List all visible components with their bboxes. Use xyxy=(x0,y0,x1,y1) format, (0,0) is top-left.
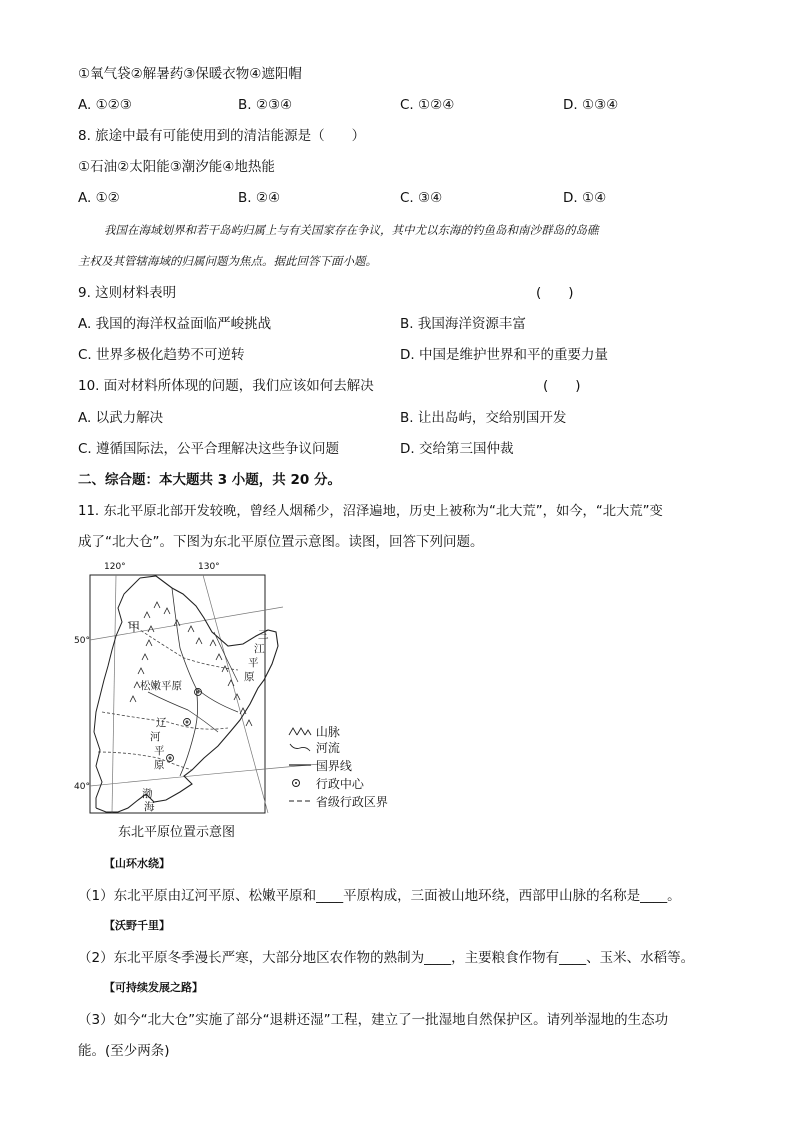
tag-sustainable-development: 【可持续发展之路】 xyxy=(104,981,203,994)
q11-part-3-line-1: （3）如今“北大仓”实施了部分“退耕还湿”工程，建立了一批湿地自然保护区。请列举湿地的生态功 xyxy=(78,1012,669,1028)
q10-option-a: A. 以武力解决 xyxy=(78,410,164,426)
section-title: 二、综合题：本大题共 3 小题，共 20 分。 xyxy=(78,472,341,488)
q11-stem-line-1: 11. 东北平原北部开发较晚，曾经人烟稀少，沼泽遍地，历史上被称为“北大荒”，如今，“北大荒”变 xyxy=(78,504,663,519)
tag-mountains-rivers: 【山环水绕】 xyxy=(104,857,170,870)
q8-option-b: B. ②④ xyxy=(238,190,281,206)
q11-stem-line-2: 成了“北大仓”。下图为东北平原位置示意图。读图，回答下列问题。 xyxy=(78,534,484,550)
legend-mountain: 山脉 xyxy=(288,725,340,740)
q7-option-d: D. ①③④ xyxy=(563,97,619,113)
legend-provincial-boundary: 省级行政区界 xyxy=(288,795,388,810)
q8-items: ①石油②太阳能③潮汐能④地热能 xyxy=(78,159,275,175)
q9-stem: 9. 这则材料表明 xyxy=(78,285,177,301)
mountain-symbol-icon xyxy=(288,726,312,736)
legend-river: 河流 xyxy=(288,741,340,756)
map-caption: 东北平原位置示意图 xyxy=(118,825,236,840)
lon-label-130: 130° xyxy=(198,562,220,572)
q9-option-a: A. 我国的海洋权益面临严峻挑战 xyxy=(78,316,272,332)
river-symbol-icon xyxy=(288,742,312,752)
q11-part-1: （1）东北平原由辽河平原、松嫩平原和____平原构成，三面被山地环绕，西部甲山脉的名称是____。 xyxy=(78,888,681,904)
label-bohai: 渤 海 xyxy=(142,788,155,813)
q10-stem: 10. 面对材料所体现的问题，我们应该如何去解决 xyxy=(78,378,374,394)
q9-option-d: D. 中国是维护世界和平的重要力量 xyxy=(400,347,608,363)
admin-center-icon xyxy=(288,778,312,788)
q11-part-3-line-2: 能。(至少两条) xyxy=(78,1043,170,1059)
q8-stem: 8. 旅途中最有可能使用到的清洁能源是（ ） xyxy=(78,128,366,144)
q8-option-a: A. ①② xyxy=(78,190,120,206)
label-jia: 甲 xyxy=(128,620,141,634)
q8-option-c: C. ③④ xyxy=(400,190,443,206)
material-line-2: 主权及其管辖海域的归属问题为焦点。据此回答下面小题。 xyxy=(78,254,377,268)
q9-option-c: C. 世界多极化趋势不可逆转 xyxy=(78,347,245,363)
q11-part-2: （2）东北平原冬季漫长严寒，大部分地区农作物的熟制为____，主要粮食作物有____、玉米、水稻等。 xyxy=(78,950,695,966)
q10-option-b: B. 让出岛屿，交给别国开发 xyxy=(400,410,567,426)
tag-fertile-land: 【沃野千里】 xyxy=(104,919,170,932)
label-sanjiang-plain: 三 江 平 原 xyxy=(244,629,269,683)
q10-bracket: ( ) xyxy=(543,378,581,394)
legend-border: 国界线 xyxy=(288,759,352,774)
q7-option-c: C. ①②④ xyxy=(400,97,455,113)
provincial-boundary-icon xyxy=(288,796,312,806)
label-songnen-plain: 松嫩平原 xyxy=(140,680,182,692)
q10-option-d: D. 交给第三国仲裁 xyxy=(400,441,514,457)
legend-admin-center: 行政中心 xyxy=(288,777,364,792)
q9-bracket: ( ) xyxy=(536,285,574,301)
q8-option-d: D. ①④ xyxy=(563,190,607,206)
q9-option-b: B. 我国海洋资源丰富 xyxy=(400,316,526,332)
lon-label-120: 120° xyxy=(104,562,126,572)
lat-label-50: 50° xyxy=(74,636,90,646)
material-line-1: 我国在海域划界和若干岛屿归属上与有关国家存在争议，其中尤以东海的钓鱼岛和南沙群岛的岛礁 xyxy=(104,223,599,237)
q10-option-c: C. 遵循国际法，公平合理解决这些争议问题 xyxy=(78,441,340,457)
q7-option-b: B. ②③④ xyxy=(238,97,293,113)
border-line-icon xyxy=(288,760,312,770)
lat-label-40: 40° xyxy=(74,782,90,792)
q7-option-a: A. ①②③ xyxy=(78,97,132,113)
label-liaohe-plain: 辽 河 平 原 xyxy=(150,717,167,771)
q7-items: ①氧气袋②解暑药③保暖衣物④遮阳帽 xyxy=(78,66,302,82)
